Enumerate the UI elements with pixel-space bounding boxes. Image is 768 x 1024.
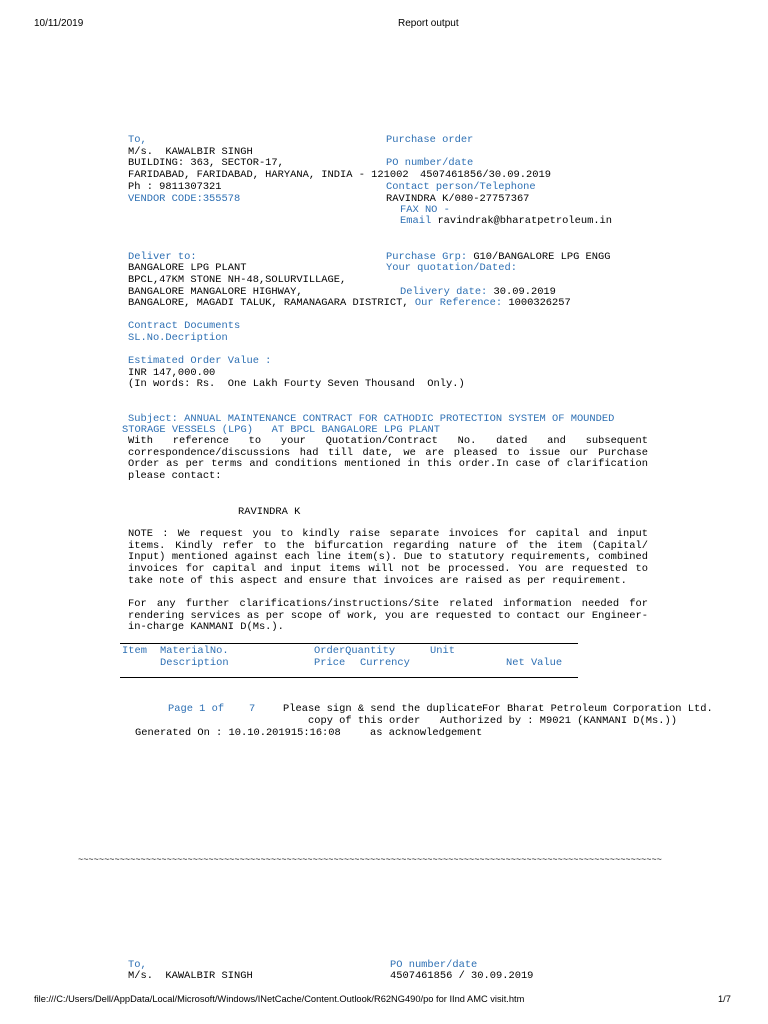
vendor-code: VENDOR CODE:355578 — [128, 193, 241, 205]
generated-text: Generated On : 10.10.201915:16:08 — [135, 727, 341, 739]
delivery-date-value: 30.09.2019 — [493, 286, 556, 298]
estimated-value-words: (In words: Rs. One Lakh Fourty Seven Thousand Only.) — [128, 378, 465, 390]
email-value: ravindrak@bharatpetroleum.in — [437, 215, 613, 227]
subject-line-2: STORAGE VESSELS (LPG) AT BPCL BANGALORE LPG PLANT — [122, 424, 441, 436]
page-count: Page 1 of 7 — [168, 703, 256, 715]
quotation-label: Your quotation/Dated: — [386, 262, 517, 274]
next-po-value: 4507461856 / 30.09.2019 — [390, 970, 534, 982]
purchase-grp-value: G10/BANGALORE LPG ENGG — [473, 251, 611, 263]
next-vendor-name: M/s. KAWALBIR SINGH — [128, 970, 253, 982]
further-paragraph: For any further clarifications/instructions/Site related information needed for rendering services as per scope of work, you are requested to contact our Engineer-in-charge KANMANI D(Ms.). — [128, 598, 648, 634]
note-paragraph: NOTE : We request you to kindly raise separate invoices for capital and input items. Kindly refer to the bifurcation regarding nature of the item (Capital/ Input) mentioned against each line item(s). Due to statutory requirements, combined invoices for capital and input items will not be processed. You are requested to take note of this aspect and ensure that invoices are raised as per requirement. — [128, 528, 648, 587]
deliver-to-label: Deliver to: — [128, 251, 197, 263]
estimated-value-label: Estimated Order Value : — [128, 355, 272, 367]
print-date: 10/11/2019 — [34, 18, 84, 29]
vendor-name: M/s. KAWALBIR SINGH — [128, 146, 253, 158]
next-to-label: To, — [128, 959, 147, 971]
next-po-label: PO number/date — [390, 959, 478, 971]
delivery-address-4: BANGALORE, MAGADI TALUK, RAMANAGARA DISTRICT, — [128, 297, 409, 309]
col-order-quantity: OrderQuantity — [314, 645, 396, 657]
delivery-date-label: Delivery date: — [400, 286, 488, 298]
for-bpcl: For Bharat Petroleum Corporation Ltd. — [482, 703, 713, 715]
print-page-number: 1/7 — [718, 994, 731, 1004]
email-label: Email — [400, 215, 432, 227]
authorized-text: Authorized by : M9021 (KANMANI D(Ms.)) — [440, 715, 677, 727]
vendor-address-1: BUILDING: 363, SECTOR-17, — [128, 157, 284, 169]
estimated-value: INR 147,000.00 — [128, 367, 216, 379]
delivery-line-2: BPCL,47KM STONE NH-48,SOLURVILLAGE, — [128, 274, 347, 286]
contact-value: RAVINDRA K/080-27757367 — [386, 193, 530, 205]
to-label: To, — [128, 134, 147, 146]
page-separator: ~~~~~~~~~~~~~~~~~~~~~~~~~~~~~~~~~~~~~~~~~~~~~~~~~~~~~~~~~~~~~~~~~~~~~~~~~~~~~~~~~~~~~~~~~~~~~~~~~~~~~~~~~~~~~~~~ — [78, 855, 662, 865]
contract-documents-label: Contract Documents — [128, 320, 241, 332]
copy-text: copy of this order — [308, 715, 421, 727]
po-number-value: 4507461856/30.09.2019 — [420, 169, 551, 181]
contact-label: Contact person/Telephone — [386, 181, 536, 193]
fax-label: FAX NO - — [400, 204, 450, 216]
email-line — [400, 215, 612, 227]
purchase-order-label: Purchase order — [386, 134, 474, 146]
acknowledgement-text: as acknowledgement — [370, 727, 483, 739]
delivery-date — [400, 286, 556, 298]
our-reference-value: 1000326257 — [508, 297, 571, 309]
delivery-line-3: BANGALORE MANGALORE HIGHWAY, — [128, 286, 303, 298]
col-item: Item — [122, 645, 147, 657]
slno-label: SL.No.Decription — [128, 332, 228, 344]
vendor-phone: Ph : 9811307321 — [128, 181, 222, 193]
our-reference-label: Our Reference: — [414, 297, 503, 309]
col-price: Price — [314, 657, 346, 669]
reference-paragraph: With reference to your Quotation/Contract No. dated and subsequent correspondence/discussions had till date, we are pleased to issue our Purchase Order as per terms and conditions mentioned in this order.In case of clarification please contact: — [128, 435, 648, 483]
table-top-rule — [120, 643, 578, 644]
col-currency: Currency — [360, 657, 410, 669]
table-bottom-rule — [120, 677, 578, 678]
col-net-value: Net Value — [506, 657, 563, 669]
contact-name: RAVINDRA K — [238, 506, 301, 518]
po-number-label: PO number/date — [386, 157, 474, 169]
print-title: Report output — [398, 18, 459, 29]
file-path: file:///C:/Users/Dell/AppData/Local/Microsoft/Windows/INetCache/Content.Outlook/R62NG490/po for IInd AMC visit.htm — [34, 994, 525, 1004]
sign-text: Please sign & send the duplicate — [283, 703, 483, 715]
delivery-line-4 — [128, 297, 571, 309]
col-unit: Unit — [430, 645, 455, 657]
purchase-grp-label: Purchase Grp: — [386, 251, 468, 263]
delivery-line-1: BANGALORE LPG PLANT — [128, 262, 247, 274]
col-description: Description — [160, 657, 229, 669]
col-material-no: MaterialNo. — [160, 645, 229, 657]
vendor-address-2: FARIDABAD, FARIDABAD, HARYANA, INDIA - 121002 — [128, 169, 409, 181]
subject-line-1: Subject: ANNUAL MAINTENANCE CONTRACT FOR CATHODIC PROTECTION SYSTEM OF MOUNDED — [128, 413, 615, 425]
